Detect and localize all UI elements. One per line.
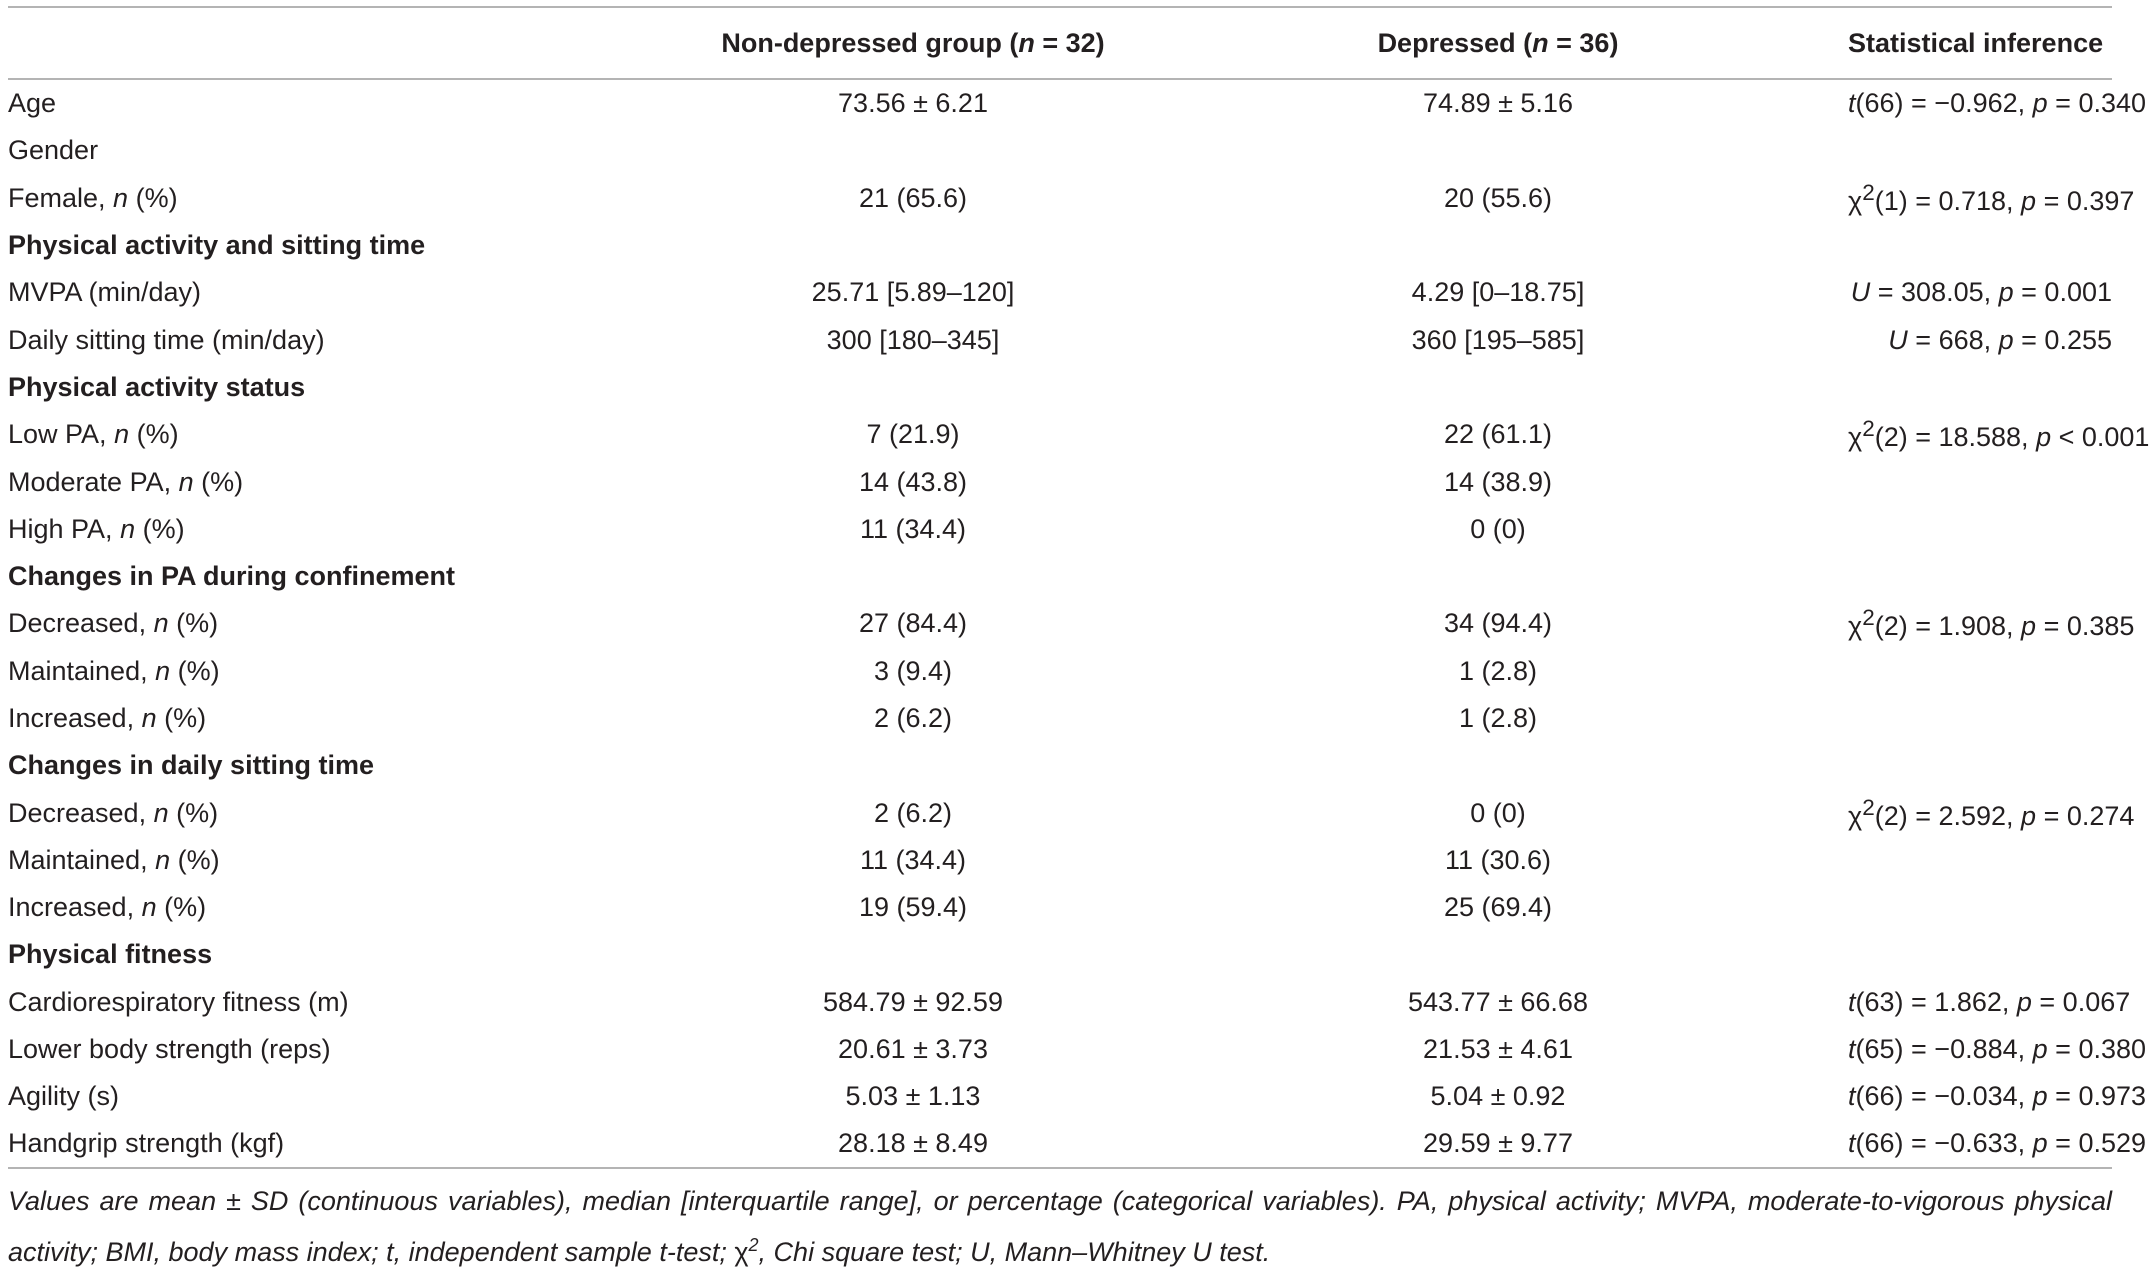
depressed-value: 4.29 [0–18.75] xyxy=(1411,277,1585,308)
depressed-value: 20 (55.6) xyxy=(1443,182,1553,213)
statistical-inference-value xyxy=(1848,127,2112,174)
non-depressed-value: 21 (65.6) xyxy=(858,182,968,213)
statistical-inference-value: U = 668, p = 0.255 xyxy=(1888,324,2112,355)
table-row xyxy=(8,316,2112,363)
depressed-value: 22 (61.1) xyxy=(1443,419,1553,450)
table-row xyxy=(8,458,2112,505)
statistical-inference-value xyxy=(1848,458,2112,505)
row-label: Low PA, n (%) xyxy=(8,419,179,450)
results-table xyxy=(8,8,2149,1169)
depressed-value: 543.77 ± 66.68 xyxy=(1408,986,1588,1017)
row-label: Increased, n (%) xyxy=(8,892,207,923)
depressed-value: 34 (94.4) xyxy=(1443,608,1553,639)
row-label: Maintained, n (%) xyxy=(8,655,220,686)
depressed-value: 11 (30.6) xyxy=(1444,844,1552,875)
row-label: Decreased, n (%) xyxy=(8,608,219,639)
row-label: Increased, n (%) xyxy=(8,703,207,733)
row-label: High PA, n (%) xyxy=(8,513,185,544)
statistical-inference-value: t(66) = −0.962, p = 0.340 xyxy=(1848,88,2147,119)
row-label: Daily sitting time (min/day) xyxy=(8,324,325,355)
section-heading: Changes in daily sitting time xyxy=(8,750,375,781)
table-row xyxy=(8,269,2112,316)
table-row xyxy=(8,789,2112,836)
table-row xyxy=(8,884,2112,931)
header-row xyxy=(8,8,2112,79)
depressed-value: 29.59 ± 9.77 xyxy=(1148,1121,1848,1168)
table-row xyxy=(8,695,2112,742)
statistical-inference-value: U = 308.05, p = 0.001 xyxy=(1850,277,2112,308)
non-depressed-value: 25.71 [5.89–120] xyxy=(811,277,1015,308)
row-label: Age xyxy=(8,88,57,119)
table-row xyxy=(8,979,2112,1026)
table-row xyxy=(8,1026,2112,1073)
row-label: Agility (s) xyxy=(8,1081,120,1112)
section-row xyxy=(8,364,2112,411)
row-label: MVPA (min/day) xyxy=(8,277,202,308)
statistical-inference-value xyxy=(1848,884,2112,931)
depressed-value: 1 (2.8) xyxy=(1458,703,1538,733)
section-row xyxy=(8,553,2112,600)
section-heading: Physical activity status xyxy=(8,371,306,402)
row-label: Maintained, n (%) xyxy=(8,844,220,875)
non-depressed-value: 2 (6.2) xyxy=(873,703,953,733)
table-row xyxy=(8,837,2112,884)
table-row xyxy=(8,411,2112,458)
statistical-inference-value xyxy=(1848,648,2112,695)
row-label: Moderate PA, n (%) xyxy=(8,466,244,497)
table-row xyxy=(8,175,2112,222)
table-footnote: Values are mean ± SD (continuous variables), median [interquartile range], or percentage (categorical variables). PA, physical activity; MVPA, moderate-to-vigorous physical activity; BMI, body mass index; t, independent sample t-test; $\chi^2$, Chi square test; U, Mann–Whitney U test. xyxy=(8,1185,2112,1267)
non-depressed-value: 73.56 ± 6.21 xyxy=(838,88,988,119)
depressed-value: 0 (0) xyxy=(1470,513,1526,544)
statistical-inference-value: $\chi^2(1) = 0.718$, p = 0.397 xyxy=(1848,179,2135,216)
header-non-depressed: Non-depressed group (n = 32) xyxy=(721,27,1105,58)
table-row xyxy=(8,648,2112,695)
non-depressed-value: 5.03 ± 1.13 xyxy=(845,1081,981,1112)
non-depressed-value xyxy=(678,127,1148,174)
table-row xyxy=(8,1121,2112,1168)
non-depressed-value: 3 (9.4) xyxy=(873,655,953,686)
depressed-value: 21.53 ± 4.61 xyxy=(1423,1034,1573,1065)
non-depressed-value: 20.61 ± 3.73 xyxy=(838,1034,988,1065)
non-depressed-value: 11 (34.4) xyxy=(859,844,967,875)
row-label: Female, n (%) xyxy=(8,182,178,213)
non-depressed-value: 14 (43.8) xyxy=(858,466,968,497)
depressed-value: 74.89 ± 5.16 xyxy=(1423,88,1573,119)
header-label-column xyxy=(8,8,678,79)
statistical-inference-value: t(63) = 1.862, p = 0.067 xyxy=(1848,986,2131,1017)
depressed-value: 25 (69.4) xyxy=(1443,892,1553,923)
header-statistical-inference: Statistical inference xyxy=(1848,27,2104,58)
table-row xyxy=(8,506,2112,553)
table-row xyxy=(8,79,2112,127)
non-depressed-value: 7 (21.9) xyxy=(866,419,960,450)
section-heading: Physical activity and sitting time xyxy=(8,230,426,261)
section-row xyxy=(8,742,2112,789)
statistical-inference-value: $\chi^2(2) = 1.908$, p = 0.385 xyxy=(1848,605,2135,642)
statistical-inference-value: t(66) = −0.633, p = 0.529 xyxy=(1848,1121,2112,1168)
section-row xyxy=(8,222,2112,269)
table-row xyxy=(8,1073,2112,1120)
table-row xyxy=(8,127,2112,174)
non-depressed-value: 2 (6.2) xyxy=(873,797,953,828)
depressed-value: 1 (2.8) xyxy=(1458,655,1538,686)
statistical-inference-value: $\chi^2(2) = 2.592$, p = 0.274 xyxy=(1848,794,2135,831)
statistical-inference-value: t(65) = −0.884, p = 0.380 xyxy=(1848,1034,2147,1065)
depressed-value: 360 [195–585] xyxy=(1411,324,1585,355)
statistical-inference-value xyxy=(1848,837,2112,884)
table-container xyxy=(8,6,2149,1274)
row-label: Decreased, n (%) xyxy=(8,797,219,828)
non-depressed-value: 19 (59.4) xyxy=(858,892,968,923)
statistical-inference-value: t(66) = −0.034, p = 0.973 xyxy=(1848,1081,2147,1112)
non-depressed-value: 300 [180–345] xyxy=(826,324,1000,355)
depressed-value xyxy=(1148,127,1848,174)
row-label: Gender xyxy=(8,135,99,166)
row-label: Lower body strength (reps) xyxy=(8,1034,331,1065)
header-depressed: Depressed (n = 36) xyxy=(1377,27,1619,58)
statistical-inference-value xyxy=(1848,695,2112,742)
statistical-inference-value xyxy=(1848,506,2112,553)
section-heading: Physical fitness xyxy=(8,939,213,970)
row-label: Handgrip strength (kgf) xyxy=(8,1121,678,1168)
non-depressed-value: 584.79 ± 92.59 xyxy=(823,986,1003,1017)
non-depressed-value: 11 (34.4) xyxy=(859,513,967,544)
statistical-inference-value: $\chi^2(2) = 18.588$, p < 0.001 xyxy=(1848,416,2149,453)
depressed-value: 14 (38.9) xyxy=(1443,466,1553,497)
non-depressed-value: 27 (84.4) xyxy=(858,608,968,639)
non-depressed-value: 28.18 ± 8.49 xyxy=(678,1121,1148,1168)
table-row xyxy=(8,600,2112,647)
depressed-value: 5.04 ± 0.92 xyxy=(1430,1081,1566,1112)
section-heading: Changes in PA during confinement xyxy=(8,561,456,592)
row-label: Cardiorespiratory fitness (m) xyxy=(8,986,349,1017)
section-row xyxy=(8,931,2112,978)
depressed-value: 0 (0) xyxy=(1470,797,1526,828)
table-body xyxy=(8,79,2149,1168)
